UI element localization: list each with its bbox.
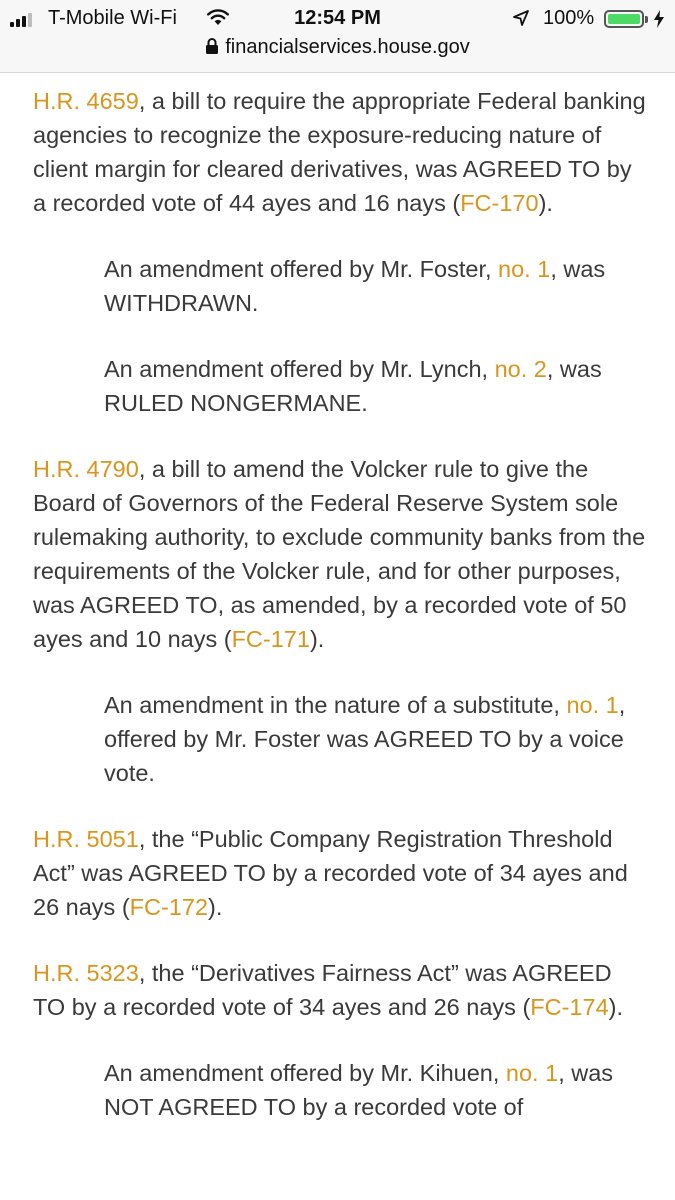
address-bar[interactable] [0,36,675,64]
bill-entry [33,956,648,1024]
battery-level-fill [608,14,640,24]
bill-description: , the “Public Company Registration Threshold Act” was AGREED TO by a recorded vote of 34 ayes and 26 nays ( [33,826,628,920]
bill-link[interactable]: H.R. 4659 [33,88,139,114]
amendment-description: An amendment in the nature of a substitute, [104,692,567,718]
amendment-entry [104,1056,649,1124]
bill-entry [33,822,648,924]
bill-description: , a bill to require the appropriate Federal banking agencies to recognize the exposure-reducing nature of client margin for cleared derivatives, was AGREED TO by a recorded vote of 44 ayes and 16 nays ( [33,88,646,216]
url-text: financialservices.house.gov [225,36,470,58]
amendment-description: An amendment offered by Mr. Lynch, [104,356,495,382]
amendment-link[interactable]: no. 1 [505,1060,559,1086]
page-content [33,84,648,1156]
status-bar [0,0,675,73]
bill-description: , the “Derivatives Fairness Act” was AGREED TO by a recorded vote of 34 ayes and 26 nays ( [33,960,612,1020]
amendment-link[interactable]: no. 1 [498,256,551,282]
bill-description: , a bill to amend the Volcker rule to give the Board of Governors of the Federal Reserve System sole rulemaking authority, to exclude community banks from the requirements of the Volcker rule, and for other purposes, was AGREED TO, as amended, by a recorded vote of 50 ayes and 10 nays ( [33,456,646,652]
bill-entry [33,452,648,656]
amendment-link[interactable]: no. 1 [566,692,619,718]
bill-entry [33,84,648,220]
battery-tip [645,16,648,23]
amendment-link[interactable]: no. 2 [494,356,547,382]
amendment-entry [104,688,649,790]
amendment-entry [104,352,649,420]
bill-link[interactable]: H.R. 5323 [33,960,139,986]
amendment-description: An amendment offered by Mr. Foster, [104,256,499,282]
lock-icon [205,37,219,61]
bill-link[interactable]: H.R. 5051 [33,826,139,852]
vote-link[interactable]: FC-170 [460,190,539,216]
bill-description-end: ). [608,994,624,1020]
amendment-entry [104,252,649,320]
vote-link[interactable]: FC-171 [231,626,310,652]
battery-percentage: 100% [543,7,595,29]
vote-link[interactable]: FC-172 [129,894,209,920]
bill-description-end: ). [309,626,325,652]
amendment-description-end: , was WITHDRAWN. [104,256,606,316]
bill-description-end: ). [208,894,223,920]
location-arrow-icon [512,9,530,33]
battery-icon [604,10,644,28]
amendment-description-end: , offered by Mr. Foster was AGREED TO by a voice vote. [104,692,626,786]
amendment-description-end: , was RULED NONGERMANE. [104,356,602,416]
amendment-description: An amendment offered by Mr. Kihuen, [104,1060,506,1086]
clock: 12:54 PM [294,7,381,29]
carrier-name: T-Mobile Wi-Fi [48,7,177,29]
bill-link[interactable]: H.R. 4790 [33,456,139,482]
charging-bolt-icon [653,9,665,35]
vote-link[interactable]: FC-174 [530,994,609,1020]
system-status-row [0,6,675,32]
bill-description-end: ). [538,190,553,216]
amendment-description-end: , was NOT AGREED TO by a recorded vote of [104,1060,614,1120]
